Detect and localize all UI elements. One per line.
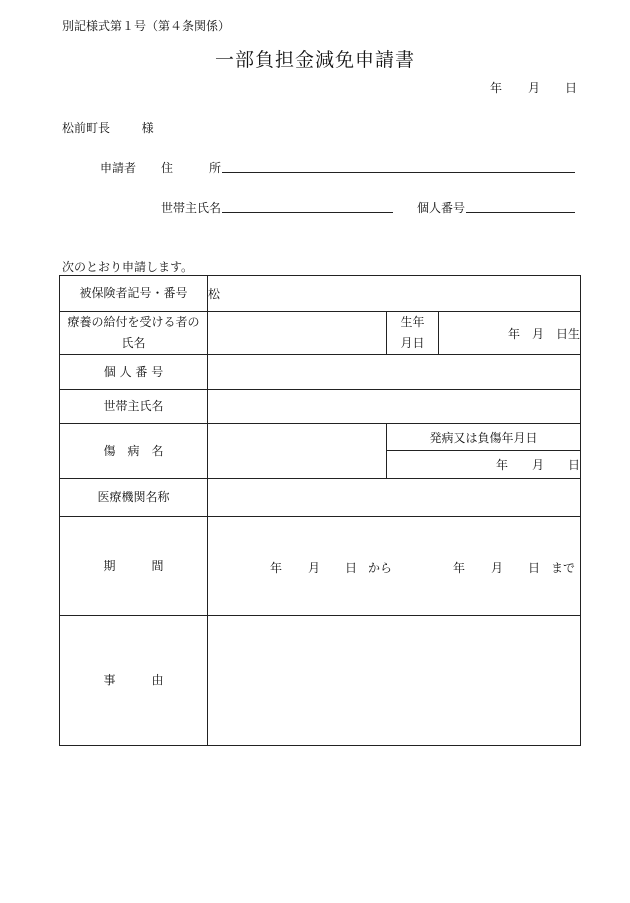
period-start-month: 月 — [308, 561, 321, 575]
recipient-name-field[interactable] — [208, 312, 387, 355]
address-label-1: 住 — [161, 161, 174, 175]
table-row — [60, 424, 581, 451]
insured-number-field[interactable]: 松 — [208, 276, 581, 312]
period-start-day: 日 — [345, 561, 358, 575]
period-end-month: 月 — [491, 561, 504, 575]
table-row — [60, 276, 581, 312]
onset-date-field[interactable]: 年 月 日 — [387, 451, 581, 479]
birth-date-label: 生年 月日 — [387, 312, 439, 355]
personal-number-row-field[interactable] — [208, 355, 581, 390]
birth-date-field[interactable]: 年 月 日生 — [439, 312, 581, 355]
period-label: 期 間 — [60, 517, 208, 616]
intro-text: 次のとおり申請します。 — [62, 260, 194, 274]
personal-number-row-label: 個 人 番 号 — [60, 355, 208, 390]
insured-number-label: 被保険者記号・番号 — [60, 276, 208, 312]
recipient-name-label: 療養の給付を受ける者の 氏名 — [60, 312, 208, 355]
household-head-label: 世帯主氏名 — [161, 201, 222, 215]
household-head-field[interactable] — [222, 212, 393, 213]
period-field[interactable] — [208, 517, 581, 616]
page-title: 一部負担金減免申請書 — [214, 49, 415, 71]
table-row — [60, 517, 581, 616]
table-row — [60, 616, 581, 746]
period-from: から — [368, 561, 393, 575]
household-head-row-label: 世帯主氏名 — [60, 390, 208, 424]
address-label-2: 所 — [209, 161, 222, 175]
addressee-name: 松前町長 — [62, 121, 111, 135]
addressee-honorific: 様 — [141, 121, 154, 135]
application-table — [59, 275, 581, 746]
reason-field[interactable] — [208, 616, 581, 746]
addressee — [62, 119, 154, 136]
personal-number-label: 個人番号 — [417, 201, 466, 215]
period-end-year: 年 — [453, 561, 466, 575]
date-day-label: 日 — [565, 81, 578, 95]
address-field[interactable] — [222, 172, 575, 173]
reason-label: 事 由 — [60, 616, 208, 746]
personal-number-field[interactable] — [466, 212, 575, 213]
disease-name-label: 傷 病 名 — [60, 424, 208, 479]
table-row — [60, 390, 581, 424]
table-row — [60, 312, 581, 355]
institution-name-label: 医療機関名称 — [60, 479, 208, 517]
disease-name-field[interactable] — [208, 424, 387, 479]
applicant-label: 申請者 — [100, 161, 137, 175]
period-end-day: 日 — [528, 561, 541, 575]
period-start-year: 年 — [270, 561, 283, 575]
table-row — [60, 355, 581, 390]
institution-name-field[interactable] — [208, 479, 581, 517]
table-row — [60, 479, 581, 517]
household-head-row-field[interactable] — [208, 390, 581, 424]
period-to: まで — [551, 561, 576, 575]
date-month-label: 月 — [528, 81, 541, 95]
form-id: 別記様式第１号（第４条関係） — [62, 19, 231, 33]
date-year-label: 年 — [490, 81, 503, 95]
onset-date-label: 発病又は負傷年月日 — [387, 424, 581, 451]
